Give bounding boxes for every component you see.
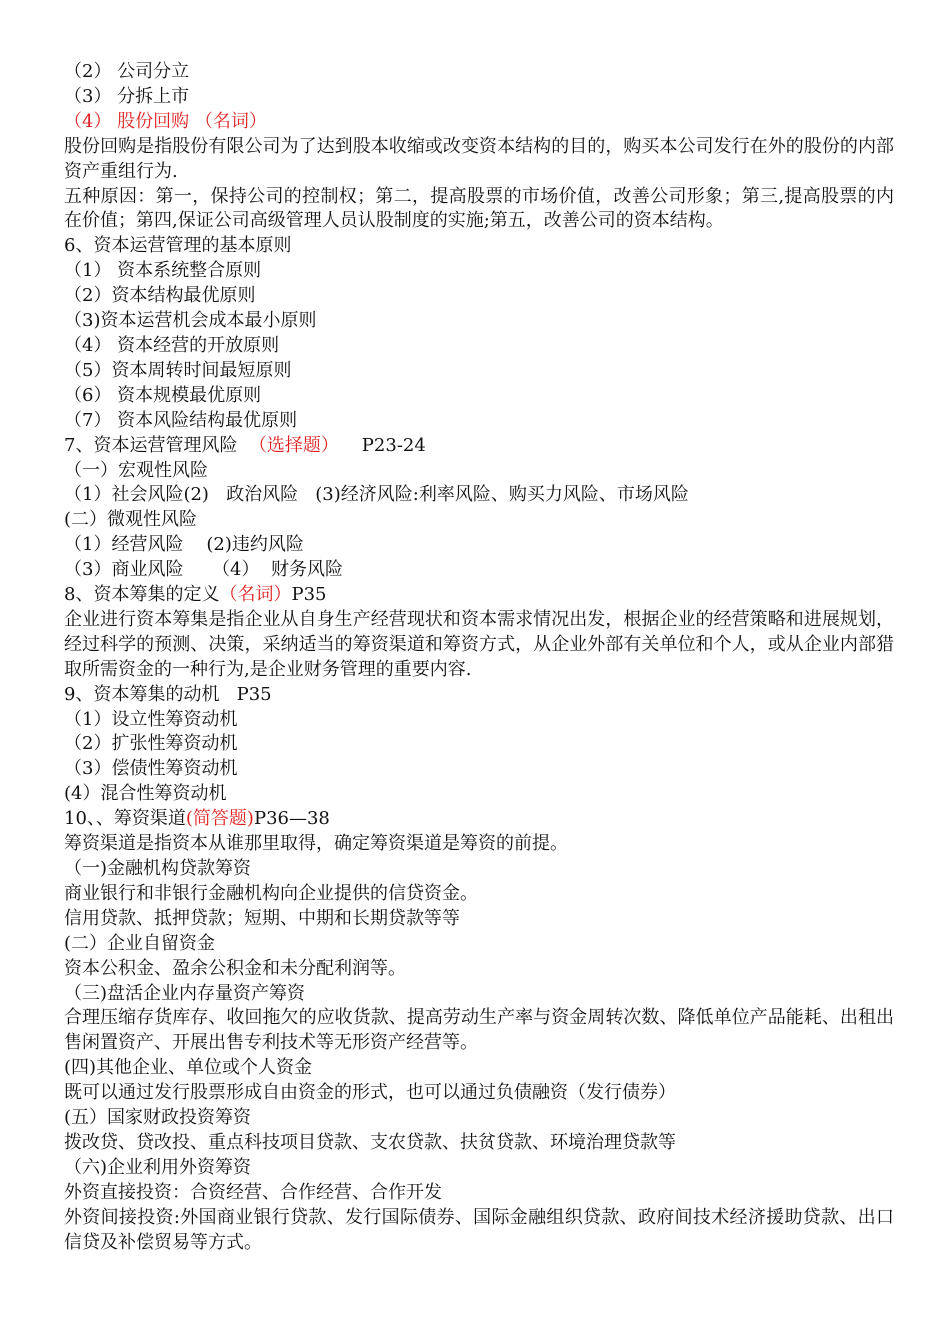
question-type-tag: （选择题） <box>248 434 339 456</box>
paragraph: 合理压缩存货库存、收回拖欠的应收货款、提高劳动生产率与资金周转次数、降低单位产品能耗、出租出售闲置资产、开展出售专利技术等无形资产经营等。 <box>64 1007 894 1054</box>
sub-heading: （六)企业利用外资筹资 <box>64 1156 252 1178</box>
list-item: （7） 资本风险结构最优原则 <box>64 409 298 431</box>
question-type-tag: （名词） <box>219 584 292 606</box>
paragraph: 企业进行资本筹集是指企业从自身生产经营现状和资本需求情况出发，根据企业的经营策略和进展规划，经过科学的预测、决策，采纳适当的筹资渠道和筹资方式，从企业外部有关单位和个人，或从企业内部猎取所需资金的一种行为,是企业财务管理的重要内容. <box>64 608 894 680</box>
page-reference: P36—38 <box>253 808 330 830</box>
list-item: （1）经营风险 (2)违约风险 <box>64 534 304 556</box>
page-reference: P23-24 <box>361 434 426 456</box>
paragraph: 股份回购是指股份有限公司为了达到股本收缩或改变资本结构的目的，购买本公司发行在外的股份的内部资产重组行为. <box>64 135 894 182</box>
sub-heading: （三)盘活企业内存量资产筹资 <box>64 982 306 1004</box>
sub-heading: (二）企业自留资金 <box>64 932 216 954</box>
paragraph: 拨改贷、贷改投、重点科技项目贷款、支农贷款、扶贫贷款、环境治理贷款等 <box>64 1131 676 1153</box>
list-item: （2）扩张性筹资动机 <box>64 733 238 755</box>
list-item: （6） 资本规模最优原则 <box>64 384 262 406</box>
list-item: （1）社会风险(2) 政治风险 (3)经济风险:利率风险、购买力风险、市场风险 <box>64 484 689 506</box>
section-heading <box>64 583 894 608</box>
page-reference: P35 <box>291 584 327 606</box>
list-item: （2）资本结构最优原则 <box>64 285 256 307</box>
heading-text: 7、资本运营管理风险 <box>64 434 238 456</box>
document-page <box>64 60 894 1256</box>
list-item: （1）设立性筹资动机 <box>64 708 238 730</box>
list-item: （3）偿债性筹资动机 <box>64 758 238 780</box>
question-type-tag: (简答题) <box>185 808 254 830</box>
text-line: （2） 公司分立 <box>64 61 190 82</box>
list-item: （1） 资本系统整合原则 <box>64 260 262 282</box>
section-heading <box>64 807 894 832</box>
list-item: （4） 资本经营的开放原则 <box>64 334 280 356</box>
text-line: （3） 分拆上市 <box>64 85 190 107</box>
paragraph: 外资间接投资:外国商业银行贷款、发行国际债券、国际金融组织贷款、政府间技术经济援助贷款、出口信贷及补偿贸易等方式。 <box>64 1206 894 1253</box>
paragraph: 筹资渠道是指资本从谁那里取得，确定筹资渠道是筹资的前提。 <box>64 833 568 855</box>
list-item: (4）混合性筹资动机 <box>64 783 227 805</box>
paragraph: 资本公积金、盈余公积金和未分配利润等。 <box>64 957 406 979</box>
sub-heading: （一）宏观性风险 <box>64 459 208 481</box>
paragraph: 五种原因：第一，保持公司的控制权；第二，提高股票的市场价值，改善公司形象；第三,提高股票的内在价值；第四,保证公司高级管理人员认股制度的实施;第五，改善公司的资本结构。 <box>64 185 894 232</box>
text-line-highlight: （4） 股份回购 （名词） <box>64 110 267 132</box>
section-heading: 6、资本运营管理的基本原则 <box>64 235 292 257</box>
list-item: （5）资本周转时间最短原则 <box>64 359 292 381</box>
sub-heading: (五）国家财政投资筹资 <box>64 1107 252 1129</box>
paragraph: 商业银行和非银行金融机构向企业提供的信贷资金。 <box>64 882 478 904</box>
sub-heading: (四)其他企业、单位或个人资金 <box>64 1057 313 1079</box>
sub-heading: （一)金融机构贷款筹资 <box>64 858 252 879</box>
section-heading: 9、资本筹集的动机 P35 <box>64 683 272 705</box>
list-item: （3）商业风险 （4） 财务风险 <box>64 559 343 581</box>
heading-text: 10、、筹资渠道 <box>64 808 186 830</box>
list-item: （3)资本运营机会成本最小原则 <box>64 310 317 332</box>
section-heading <box>64 434 894 459</box>
paragraph: 既可以通过发行股票形成自由资金的形式，也可以通过负债融资（发行债券） <box>64 1082 676 1104</box>
paragraph: 外资直接投资：合资经营、合作经营、合作开发 <box>64 1181 442 1203</box>
paragraph: 信用贷款、抵押贷款；短期、中期和长期贷款等等 <box>64 907 460 929</box>
heading-text: 8、资本筹集的定义 <box>64 584 220 606</box>
sub-heading: (二）微观性风险 <box>64 509 198 531</box>
